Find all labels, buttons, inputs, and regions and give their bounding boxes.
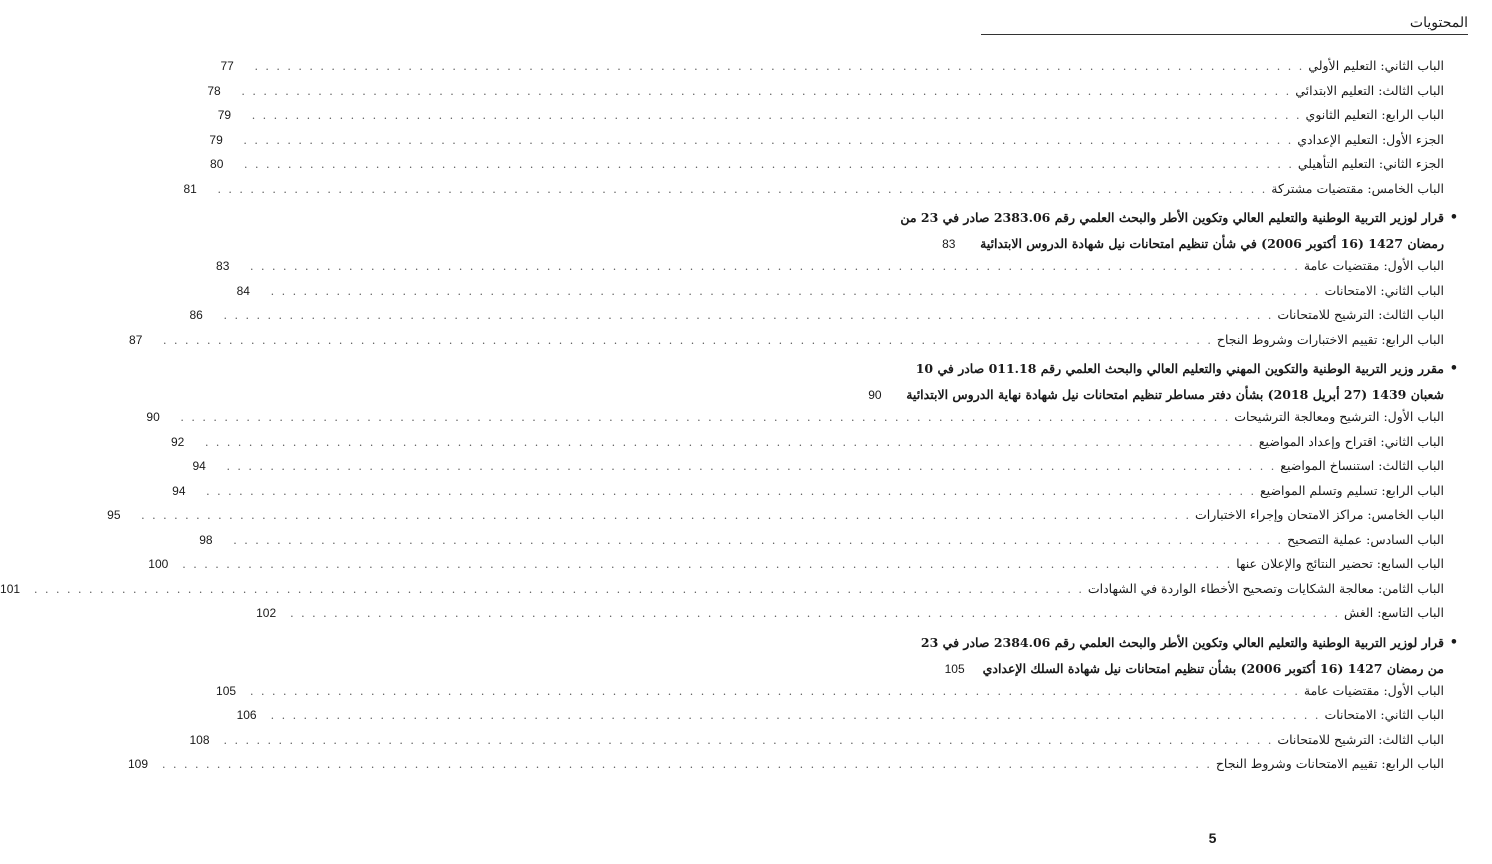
leader-dots [233, 534, 1283, 547]
toc-item[interactable] [199, 531, 1444, 557]
toc-decree-entry[interactable] [900, 205, 1458, 258]
leader-dots [162, 758, 1212, 771]
toc-item[interactable] [148, 556, 1444, 581]
decree-title-line1: قرار لوزير التربية الوطنية والتعليم العالي وتكوين الأطر والبحث العلمي رقم 2384.06 صادر في 23 [920, 634, 1444, 650]
decree-page-number: 83 [942, 237, 956, 251]
decree-page-number: 90 [868, 388, 882, 402]
toc-item[interactable] [189, 731, 1444, 757]
decree-title-line1: مقرر وزير التربية الوطنية والتكوين المهني والتعليم العالي والبحث العلمي رقم 011.18 صادر في 10 [915, 361, 1444, 376]
toc-item-label: الباب الرابع: تقييم الاختبارات وشروط النجاح [1216, 331, 1444, 347]
toc-item-page: 86 [189, 308, 203, 322]
leader-dots [34, 583, 1084, 596]
toc-item-label: الباب الرابع: تسليم وتسلم المواضيع [1260, 482, 1444, 498]
toc-item-page: 100 [148, 557, 169, 571]
toc-item-page: 87 [129, 332, 143, 347]
toc-item-label: الباب الثالث: التعليم الابتدائي [1295, 82, 1444, 98]
toc-item[interactable] [183, 180, 1444, 206]
toc-item-label: الباب التاسع: الغش [1343, 605, 1444, 620]
leader-dots [252, 109, 1302, 122]
toc-item[interactable] [172, 482, 1444, 508]
toc-decree-entry[interactable] [920, 630, 1458, 683]
toc-item[interactable] [0, 580, 1444, 606]
decree-title-line2-row [944, 656, 1444, 683]
toc-item-label: الباب السابع: تحضير النتائج والإعلان عنها [1236, 556, 1444, 571]
toc-item-page: 105 [216, 683, 237, 698]
toc-item-page: 94 [172, 483, 186, 498]
toc-item[interactable] [220, 58, 1444, 83]
toc-item-label: الباب السادس: عملية التصحيح [1287, 531, 1444, 547]
toc-item[interactable] [129, 331, 1444, 357]
toc-item-page: 98 [199, 532, 213, 547]
toc-item-page: 83 [216, 259, 230, 273]
toc-item-page: 94 [192, 459, 206, 473]
leader-dots [217, 183, 1267, 196]
toc-item-page: 79 [217, 108, 232, 122]
decree-title-line2: من رمضان 1427 (16 أكتوبر 2006) بشأن تنظيم امتحانات نيل شهادة السلك الإعدادي [982, 660, 1444, 676]
leader-dots [224, 309, 1274, 322]
toc-item-page: 108 [189, 732, 210, 747]
toc-item-page: 102 [256, 606, 277, 620]
toc-item-page: 81 [183, 181, 197, 196]
leader-dots [180, 411, 1230, 424]
toc-item-label: الباب الثاني: الامتحانات [1324, 707, 1444, 722]
leader-dots [205, 436, 1255, 449]
toc-item[interactable] [236, 282, 1444, 308]
leader-dots [224, 734, 1274, 747]
leader-dots [271, 285, 1321, 298]
toc-item[interactable] [236, 707, 1444, 732]
toc-item-label: الباب الثامن: معالجة الشكايات وتصحيح الأخطاء الواردة في الشهادات [1087, 580, 1444, 596]
toc-item-label: الباب الثاني: التعليم الأولي [1308, 58, 1444, 73]
header-title: المحتويات [1409, 15, 1468, 31]
table-of-contents [0, 58, 1458, 781]
leader-dots [226, 460, 1276, 473]
bullet-icon: • [1449, 361, 1458, 376]
decree-title-line2-row [942, 231, 1444, 258]
toc-item-label: الباب الأول: الترشيح ومعالجة الترشيحات [1234, 409, 1444, 424]
toc-item[interactable] [127, 756, 1444, 781]
leader-dots [290, 607, 1340, 620]
leader-dots [254, 60, 1304, 73]
toc-item-page: 80 [210, 157, 224, 171]
decree-title-line1: قرار لوزير التربية الوطنية والتعليم العالي وتكوين الأطر والبحث العلمي رقم 2383.06 صادر في 23 من [900, 210, 1444, 225]
toc-item-label: الباب الأول: مقتضيات عامة [1303, 682, 1444, 698]
decree-title-line2: رمضان 1427 (16 أكتوبر 2006) في شأن تنظيم امتحانات نيل شهادة الدروس الابتدائية [980, 236, 1444, 251]
toc-item-label: الباب الثالث: الترشيح للامتحانات [1277, 307, 1444, 322]
toc-item[interactable] [216, 258, 1444, 283]
toc-item[interactable] [170, 433, 1444, 459]
toc-item[interactable] [192, 458, 1444, 483]
leader-dots [244, 158, 1294, 171]
toc-item[interactable] [217, 107, 1444, 132]
toc-item-label: الباب الأول: مقتضيات عامة [1303, 258, 1444, 273]
toc-item-label: الجزء الأول: التعليم الإعدادي [1297, 131, 1444, 147]
toc-item-label: الباب الرابع: التعليم الثانوي [1305, 107, 1444, 122]
toc-item-page: 77 [220, 59, 234, 73]
bullet-icon: • [1449, 634, 1458, 650]
leader-dots [250, 260, 1300, 273]
toc-item[interactable] [207, 82, 1444, 108]
leader-dots [182, 558, 1232, 571]
bullet-icon: • [1449, 210, 1458, 225]
toc-item[interactable] [210, 156, 1444, 181]
leader-dots [163, 334, 1213, 347]
toc-item-label: الجزء الثاني: التعليم التأهيلي [1297, 156, 1444, 171]
toc-decree-entry[interactable] [868, 356, 1458, 409]
leader-dots [241, 85, 1291, 98]
toc-item-page: 79 [209, 132, 223, 147]
leader-dots [271, 709, 1321, 722]
toc-item-label: الباب الخامس: مراكز الامتحان وإجراء الاختبارات [1195, 507, 1444, 522]
toc-item[interactable] [216, 682, 1444, 708]
leader-dots [141, 509, 1191, 522]
toc-item-label: الباب الرابع: تقييم الامتحانات وشروط النجاح [1215, 756, 1444, 771]
toc-item-page: 95 [107, 508, 121, 522]
page-header [981, 8, 1468, 35]
page-number: 5 [1208, 830, 1217, 846]
toc-item-label: الباب الثاني: الامتحانات [1324, 282, 1444, 298]
leader-dots [206, 485, 1256, 498]
toc-item-page: 106 [236, 708, 257, 722]
toc-item-page: 78 [207, 83, 221, 98]
toc-item-label: الباب الثاني: اقتراح وإعداد المواضيع [1258, 433, 1444, 449]
toc-item-label: الباب الثالث: الترشيح للامتحانات [1277, 731, 1444, 747]
toc-item-page: 109 [127, 757, 148, 771]
toc-item[interactable] [107, 507, 1444, 532]
toc-item[interactable] [146, 409, 1444, 434]
toc-item[interactable] [189, 307, 1444, 332]
toc-item[interactable] [209, 131, 1444, 157]
leader-dots [250, 685, 1300, 698]
toc-item-label: الباب الخامس: مقتضيات مشتركة [1271, 180, 1444, 196]
toc-item-label: الباب الثالث: استنساخ المواضيع [1280, 458, 1444, 473]
leader-dots [243, 134, 1293, 147]
decree-title-line2: شعبان 1439 (27 أبريل 2018) بشأن دفتر مساطر تنظيم امتحانات نيل شهادة نهاية الدروس الابتدائية [906, 387, 1444, 402]
toc-item-page: 84 [236, 283, 250, 298]
decree-page-number: 105 [944, 661, 965, 676]
toc-item-page: 90 [146, 410, 160, 424]
decree-title-line2-row [868, 382, 1444, 409]
toc-item-page: 92 [170, 434, 185, 449]
toc-item-page: 101 [0, 581, 21, 596]
toc-item[interactable] [256, 605, 1444, 630]
